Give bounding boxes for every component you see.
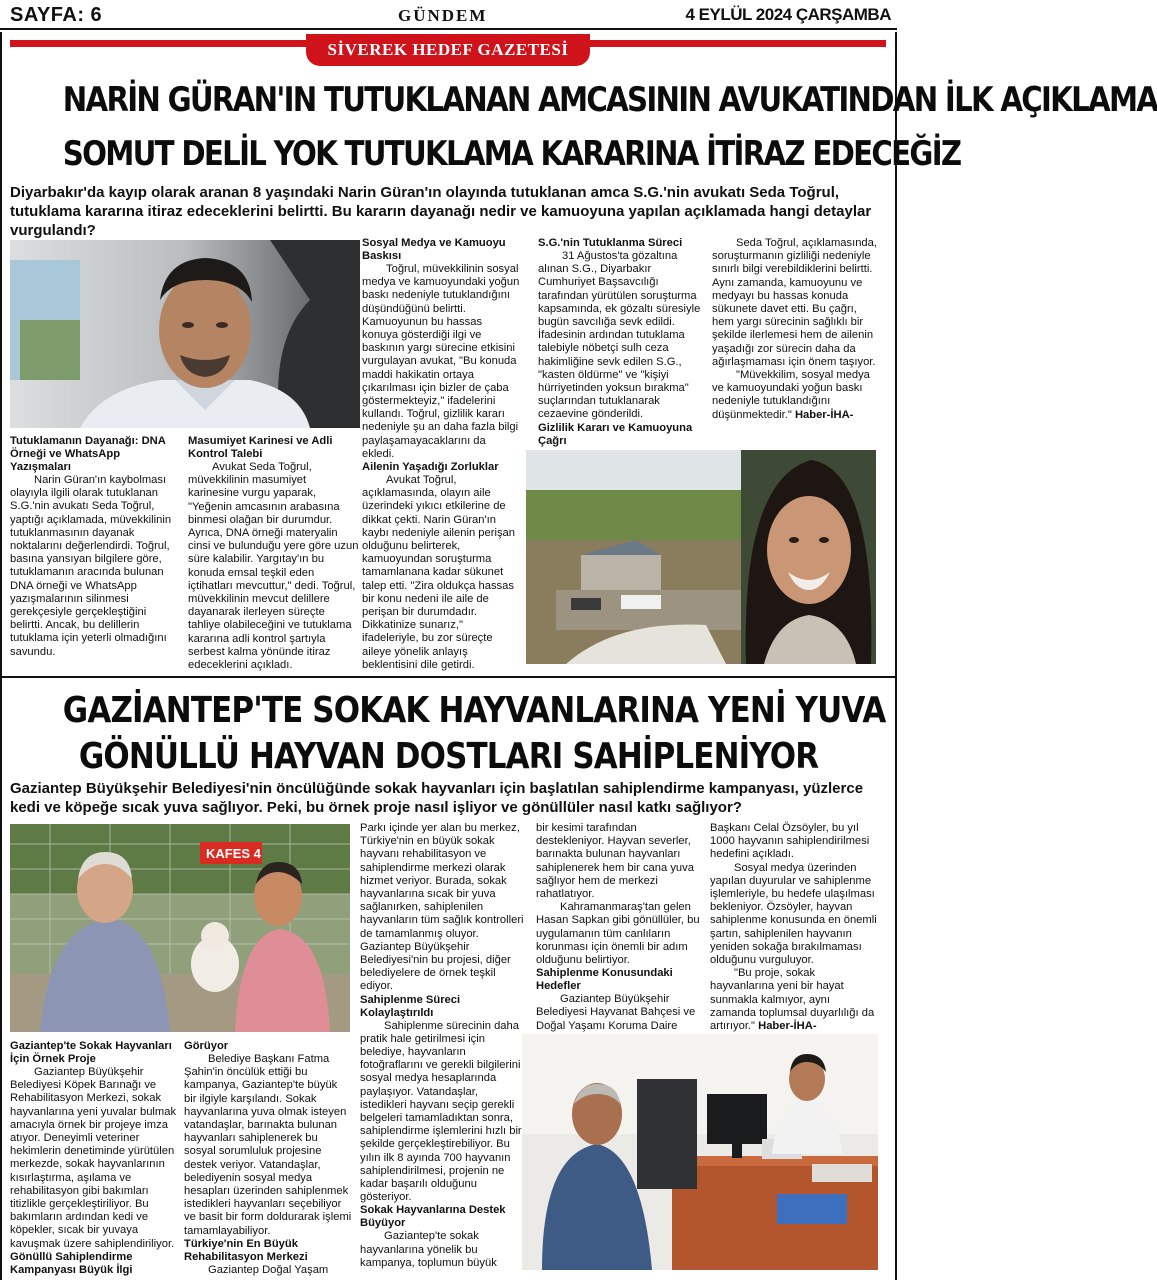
article1-col4-subheading-1: S.G.'nin Tutuklanma Süreci [538,237,683,249]
article2-column-3 [360,822,526,1272]
article2-lead: Gaziantep Büyükşehir Belediyesi'nin öncülüğünde sokak hayvanları için başlatılan sahiplendirme kampanyası, yüzlerce kedi ve köpeğe sıcak yuva sağlıyor. Peki, bu örnek proje nasıl işliyor ve gönüllüler nasıl katkı sağlıyor? [10,780,864,816]
article1-signature: Haber-İHA- [794,408,854,421]
article1-col3-subheading-1: Sosyal Medya ve Kamuoyu Baskısı [362,237,506,262]
article2-col1-subheading-1: Gaziantep'te Sokak Hayvanları İçin Örnek Proje [10,1040,172,1065]
article2-col5-paragraph-1: Başkanı Celal Özsöyler, bu yıl 1000 hayvanın sahiplendirilmesi hedefini açıkladı. [710,822,870,861]
article2-col4-subheading: Sahiplenme Konusundaki Hedefler [536,967,673,993]
kafes-sign-text: KAFES 4 [206,846,261,861]
banner-rule-right [590,40,886,47]
dog-shelter-photo [10,824,350,1032]
article2-col3-paragraph-3: Gaziantep'te sokak hayvanlarına yönelik bu kampanya, toplumun büyük [360,1230,497,1269]
article1-col3-paragraph-1: Toğrul, müvekkilinin sosyal medya ve kamuoyundaki yoğun baskı nedeniyle tutuklandığını düşündüğünü belirtti. Kamuoyunun bu hassas konuya gösterdiği ilgi ve baskının yargı sürecine etkisini vurgulayan avukat, "Bu konuda maddi hakikatin ortaya çıkarılması için bizler de çaba göstermekteyiz," ifadelerini kullandı. Toğrul, gizlilik kararı nedeniyle şu an daha fazla bilgi paylaşamayacaklarını da ekledi. [362,263,520,460]
article2-column-5 [710,822,878,1033]
article2-col2-paragraph-2: Gaziantep Doğal Yaşam [208,1263,329,1276]
article1-col2-paragraph: Avukat Seda Toğrul, müvekkilinin masumiyet karinesine vurgu yaparak, "Yeğenin amcasının arabasına binmesi olağan bir durumdur. Ayrıca, DNA örneği materyalin cinsi ve bulunduğu yere göre uzun süre kalabilir. Yargıtay'ın bu konuda emsal teşkil eden içtihatları mevcuttur," dedi. Toğrul, müvekkilinin mevcut delillere dayanarak ilerleyen süreçte tahliye olabileceğini ve tutuklama kararına adli kontrol şartıyla serbest kalma yönünde itiraz edeceklerini açıkladı. [188,461,359,672]
article2-col5-paragraph-2: Sosyal medya üzerinden yapılan duyurular ve sahiplenme işlemleriyle, bu hedefe ulaşılması bekleniyor. Özsöyler, hayvan sahiplenme konusunda en önemli şartın, sahiplenilen hayvanın yeniden sokağa bırakılmaması olduğunu vurguluyor. [710,861,877,967]
article2-headline-line1: GAZİANTEP'TE SOKAK HAYVANLARINA YENİ YUVA [62,690,886,731]
article2-col2-subheading-1: Görüyor [184,1040,229,1052]
article1-headline-line2: SOMUT DELİL YOK TUTUKLAMA KARARINA İTİRAZ EDECEĞİZ [62,134,961,174]
article2-col4-paragraph-1: bir kesimi tarafından destekleniyor. Hayvan severler, barınakta bulunan hayvanları sahiplenerek hem bir cana yuva sağlıyor hem de merkezi rahatlatıyor. [536,822,694,901]
article2-col3-subheading-1: Sahiplenme Süreci Kolaylaştırıldı [360,993,461,1019]
article2-column-4 [536,822,702,1032]
man-portrait-photo [10,240,360,428]
article2-col3-paragraph-1: Parkı içinde yer alan bu merkez, Türkiye'nin en büyük sokak hayvanı rehabilitasyon ve sahiplendirme merkezi olarak hizmet veriyor. Burada, sokak hayvanlarına sıcak bir yuva sağlanırken, sahiplenilen hayvanların tüm sağlık kontrolleri de tamamlanmış oluyor. Gaziantep Büyükşehir Belediyesi'nin bu projesi, diğer belediyelere de örnek teşkil ediyor. [360,822,524,993]
article1-column-2 [188,435,360,672]
article2-col3-subheading-2: Sokak Hayvanlarına Destek Büyüyor [360,1204,506,1230]
article2-col1-paragraph: Gaziantep Büyükşehir Belediyesi Köpek Barınağı ve Rehabilitasyon Merkezi, sokak hayvanlarına yeni yuvalar bulmak amacıyla örnek bir projeye imza atıyor. Deneyimli veteriner hekimlerin denetiminde yürütülen merkezde, sokak hayvanlarının kısırlaştırma, aşılama ve rehabilitasyon gibi bakımları titizlikle gerçekleştiriliyor. Bu bakımların ardından kedi ve köpekler, sıcak bir yuvaya kavuşmak üzere sahiplendiriliyor. [10,1066,177,1250]
girl-village-photo [526,450,876,664]
article1-col3-paragraph-2: Avukat Toğrul, açıklamasında, olayın aile üzerindeki yıkıcı etkilerine de dikkat çekti. Narin Güran'ın kaybı nedeniyle ailenin perişan olduğunu belirterek, kamuoyundan soruşturma tamamlanana kadar sükunet talep etti. "Zira oldukça hassas bir konu nedeni ile aile de perişan bir durumdadır. Dikkatinize sunarız," ifadeleriyle, bu zor süreçte aileye yönelik anlayış beklentisini dile getirdi. [362,474,515,671]
newspaper-banner: SİVEREK HEDEF GAZETESİ [306,34,590,66]
article2-col3-paragraph-2: Sahiplenme sürecinin daha pratik hale getirilmesi için belediye, hayvanların fotoğraflarını ve gerekli bilgilerini sosyal medya hesaplarında paylaşıyor. Vatandaşlar, istedikleri hayvanı seçip gerekli belgeleri tamamladıktan sonra, sahiplendirme işlemlerini hızlı bir şekilde gerçekleştirebiliyor. Bu yılın ilk 8 ayında 700 hayvanın sahiplendirilmesi, projenin ne kadar başarılı olduğunu gösteriyor. [360,1019,522,1204]
banner-rule-left [10,40,306,47]
article2-headline-line2: GÖNÜLLÜ HAYVAN DOSTLARI SAHİPLENİYOR [78,736,819,777]
article1-col5-paragraph-2: "Müvekkilim, sosyal medya ve kamuoyundaki yoğun baskı nedeniyle tutuklandığını düşünmektedir." [712,369,870,421]
article2-signature: Haber-İHA- [758,1020,817,1033]
article2-col1-subheading-2: Gönüllü Sahiplendirme Kampanyası Büyük İlgi [10,1250,133,1276]
article1-col4-paragraph-1: 31 Ağustos'ta gözaltına alınan S.G., Diyarbakır Cumhuriyet Başsavcılığı tarafından yürütülen soruşturma kapsamında, ek gözaltı süresiyle bugün savcılığa sevk edildi. İfadesinin ardından tutuklama talebiyle nöbetçi sulh ceza hakimliğine sevk edilen S.G., "kasten öldürme" ve "kişiyi hürriyetinden yoksun bırakma" suçlarından tutuklanarak cezaevine gönderildi. [538,250,701,421]
article1-col1-paragraph: Narin Güran'ın kaybolması olayıyla ilgili olarak tutuklanan S.G.'nin avukatı Seda Toğrul, yaptığı açıklamada, müvekkilinin tutuklanmasının dayanak noktalarını değerlendirdi. Toğrul, basına yansıyan bilgilere göre, tutuklamanın aracında bulunan DNA örneği ve WhatsApp yazışmalarının silinmesi gerekçesiyle gerçekleştiğini belirtti. Ancak, bu delillerin tutuklama için yeterli olmadığını savundu. [10,474,172,658]
article2-col4-paragraph-3: Gaziantep Büyükşehir Belediyesi Hayvanat Bahçesi ve Doğal Yaşamı Koruma Daire [536,993,696,1032]
article2-col4-paragraph-2: Kahramanmaraş'tan gelen Hasan Sapkan gibi gönüllüler, bu uygulamanın tüm canlıların korunması için önemli bir adım olduğunu belirtiyor. [536,901,700,967]
article1-col2-subheading: Masumiyet Karinesi ve Adli Kontrol Talebi [188,435,333,460]
article1-lead: Diyarbakır'da kayıp olarak aranan 8 yaşındaki Narin Güran'ın olayında tutuklanan amca S.G.'nin avukatı Seda Toğrul, tutuklama kararına itiraz edeceklerini belirtti. Bu kararın dayanağı nedir ve kamuoyuna yapılan açıklamada hangi detaylar vurgulandı? [10,184,872,239]
issue-date: 4 EYLÜL 2024 ÇARŞAMBA [685,5,891,24]
article2-column-2 [184,1040,352,1276]
article1-col4-subheading-2: Gizlilik Kararı ve Kamuoyuna Çağrı [538,421,693,447]
page-header [0,0,897,30]
article1-column-1 [10,435,180,667]
article1-column-4 [538,237,702,447]
article1-column-5 [712,237,878,447]
article1-col3-subheading-2: Ailenin Yaşadığı Zorluklar [362,461,499,474]
article-divider [0,676,897,678]
article2-col2-paragraph-1: Belediye Başkanı Fatma Şahin'in öncülük ettiği bu kampanya, Gaziantep'te büyük bir ilgiyle karşılandı. Sokak hayvanlarına yuva olmak isteyen vatandaşlar, barınakta bulunan hayvanları sahiplenerek bu sosyal sorumluluk projesine destek veriyor. Vatandaşlar, belediyenin sosyal medya hesapları üzerinden sahiplenmek istedikleri hayvanları seçebiliyor ve basit bir form doldurarak işlemi tamamlayabiliyor. [184,1053,352,1237]
article1-headline-line1: NARİN GÜRAN'IN TUTUKLANAN AMCASININ AVUKATINDAN İLK AÇIKLAMA [62,80,1157,120]
section-title: GÜNDEM [398,6,488,25]
article2-col2-subheading-2: Türkiye'nin En Büyük Rehabilitasyon Merkezi [184,1237,308,1263]
article1-col5-paragraph-1: Seda Toğrul, açıklamasında, soruşturmanın gizliliği nedeniyle sınırlı bilgi verebildiklerini belirtti. Aynı zamanda, kamuoyunu ve medyayı bu hassas konuda sükunete davet etti. Bu çağrı, hem yargı sürecinin sağlıklı bir şekilde ilerlemesi hem de ailenin yaşadığı zor sürecin daha da ağırlaşmaması için önem taşıyor. [712,237,877,368]
article2-column-1 [10,1040,180,1276]
article1-col1-subheading: Tutuklamanın Dayanağı: DNA Örneği ve WhatsApp Yazışmaları [10,435,166,473]
article1-column-3 [362,237,520,671]
office-desk-photo [522,1034,878,1270]
article2-col5-paragraph-3: "Bu proje, sokak hayvanlarına yeni bir hayat sunmakla kalmıyor, aynı zamanda toplumsal duyarlılığı da artırıyor." [710,967,875,1033]
page-number: SAYFA: 6 [10,4,103,26]
